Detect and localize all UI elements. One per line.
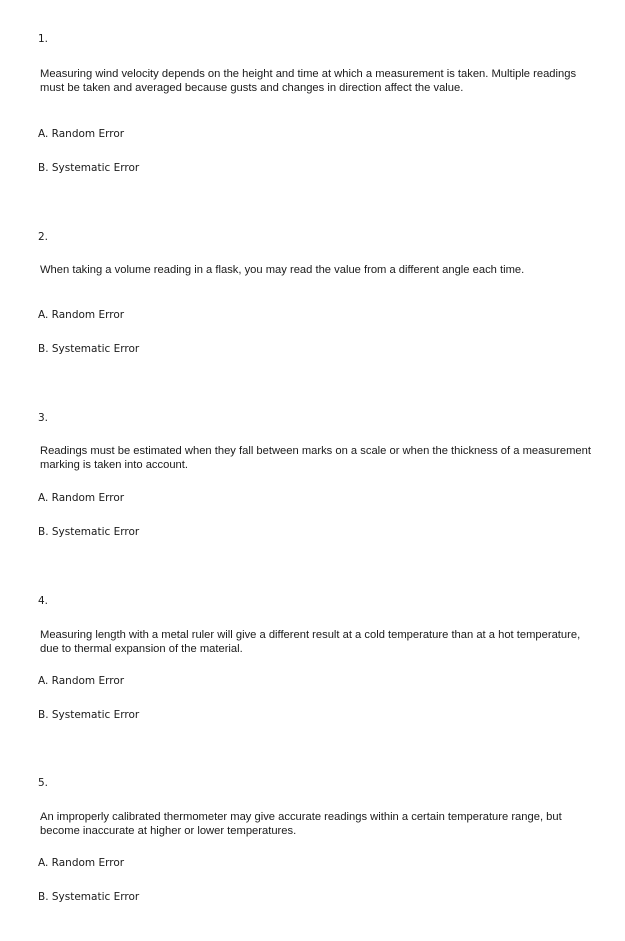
option-systematic-error[interactable]: B. Systematic Error: [38, 343, 140, 355]
option-random-error[interactable]: A. Random Error: [38, 309, 125, 321]
option-random-error[interactable]: A. Random Error: [38, 128, 125, 140]
option-systematic-error[interactable]: B. Systematic Error: [38, 162, 140, 174]
question-text: Readings must be estimated when they fall between marks on a scale or when the thickness of a measurement marking is taken into account.: [40, 445, 591, 471]
question-text: An improperly calibrated thermometer may give accurate readings within a certain temperature range, but become inaccurate at higher or lower temperatures.: [40, 811, 562, 837]
option-systematic-error[interactable]: B. Systematic Error: [38, 709, 140, 721]
option-random-error[interactable]: A. Random Error: [38, 857, 125, 869]
option-random-error[interactable]: A. Random Error: [38, 492, 125, 504]
question-text: When taking a volume reading in a flask, you may read the value from a different angle each time.: [40, 264, 525, 276]
question-number: 3.: [38, 412, 49, 424]
question-number: 2.: [38, 231, 49, 243]
question-number: 4.: [38, 595, 49, 607]
question-text: Measuring length with a metal ruler will give a different result at a cold temperature than at a hot temperature, due to thermal expansion of the material.: [40, 629, 581, 655]
option-systematic-error[interactable]: B. Systematic Error: [38, 891, 140, 903]
option-systematic-error[interactable]: B. Systematic Error: [38, 526, 140, 538]
question-text: Measuring wind velocity depends on the height and time at which a measurement is taken. Multiple readings must be taken and averaged because gusts and changes in direction affect the value.: [40, 68, 577, 94]
question-number: 1.: [38, 33, 49, 45]
option-random-error[interactable]: A. Random Error: [38, 675, 125, 687]
question-number: 5.: [38, 777, 49, 789]
